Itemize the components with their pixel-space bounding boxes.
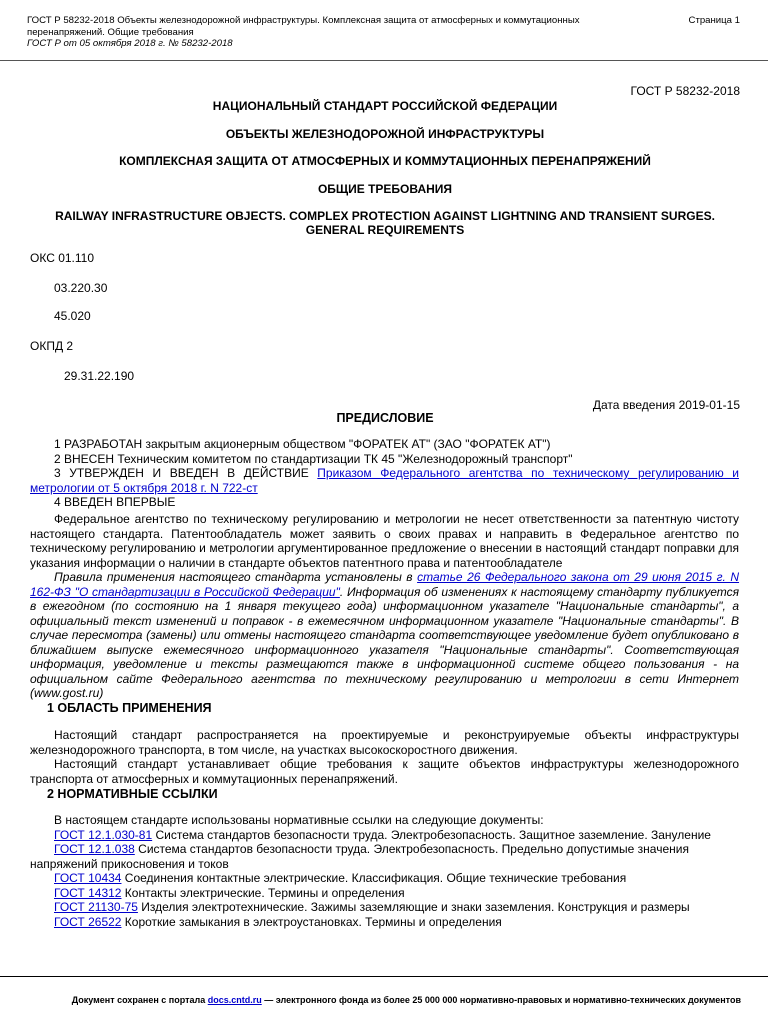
preface-title: ПРЕДИСЛОВИЕ xyxy=(336,411,434,425)
title-protection: КОМПЛЕКСНАЯ ЗАЩИТА ОТ АТМОСФЕРНЫХ И КОММУТАЦИОННЫХ ПЕРЕНАПРЯЖЕНИЙ xyxy=(119,154,651,168)
oks-code-2: 03.220.30 xyxy=(54,281,108,295)
header-line-2: перенапряжений. Общие требования xyxy=(27,26,194,38)
footer-suffix: — электронного фонда из более 25 000 000 нормативно-правовых и нормативно-технических документов xyxy=(261,995,741,1005)
reference-text: Изделия электротехнические. Зажимы заземляющие и знаки заземления. Конструкция и размеры xyxy=(137,900,690,914)
header-line-3: ГОСТ Р от 05 октября 2018 г. № 58232-2018 xyxy=(27,38,233,49)
reference-item xyxy=(30,842,739,871)
application-rules xyxy=(30,570,739,701)
reference-link[interactable]: ГОСТ 12.1.030-81 xyxy=(54,827,153,842)
reference-item xyxy=(30,915,739,930)
reference-item xyxy=(30,900,739,915)
order-link[interactable]: Приказом Федерального агентства по техническому регулированию и метрологии от 5 октября 2018 г. N 722-ст xyxy=(30,466,739,495)
application-rules-text-a: Правила применения настоящего стандарта установлены в xyxy=(54,570,418,584)
title-objects: ОБЪЕКТЫ ЖЕЛЕЗНОДОРОЖНОЙ ИНФРАСТРУКТУРЫ xyxy=(225,127,545,141)
patent-notice: Федеральное агентство по техническому регулированию и метрологии не несет ответственности за патентную чистоту настоящего стандарта. Патентообладатель может заявить о своих правах и направить в Федеральное агентство по техническому регулированию и метрологии аргументированное предложение о внесении в настоящий стандарт поправки для указания информации о наличии в стандарте объектов патентного права и патентообладателе xyxy=(30,512,739,570)
section-1-title: 1 ОБЛАСТЬ ПРИМЕНЕНИЯ xyxy=(47,701,212,715)
preface-item-4: 4 ВВЕДЕН ВПЕРВЫЕ xyxy=(54,495,176,509)
reference-link[interactable]: ГОСТ 21130-75 xyxy=(54,900,138,914)
reference-text: Система стандартов безопасности труда. Электробезопасность. Предельно допустимые значения напряжений прикосновения и токов xyxy=(30,842,689,871)
section-1-para-2: Настоящий стандарт устанавливает общие требования к защите объектов инфраструктуры железнодорожного транспорта от атмосферных и коммутационных перенапряжений. xyxy=(30,757,739,786)
normative-references xyxy=(30,813,739,929)
references-intro: В настоящем стандарте использованы нормативные ссылки на следующие документы: xyxy=(54,813,544,827)
section-2-title: 2 НОРМАТИВНЫЕ ССЫЛКИ xyxy=(47,787,218,801)
preface-item-3 xyxy=(30,466,739,495)
footer-prefix: Документ сохранен с портала xyxy=(71,995,208,1005)
reference-item xyxy=(30,886,739,901)
reference-link[interactable]: ГОСТ 14312 xyxy=(54,885,122,900)
federal-law-link[interactable]: статье 26 Федерального закона от 29 июня 2015 г. N 162-ФЗ "О стандартизации в Российской Федерации" xyxy=(30,570,740,599)
title-national-standard: НАЦИОНАЛЬНЫЙ СТАНДАРТ РОССИЙСКОЙ ФЕДЕРАЦИИ xyxy=(212,99,558,113)
reference-item xyxy=(30,871,739,886)
title-general-requirements: ОБЩИЕ ТРЕБОВАНИЯ xyxy=(317,182,453,196)
title-english: RAILWAY INFRASTRUCTURE OBJECTS. COMPLEX PROTECTION AGAINST LIGHTNING AND TRANSIENT SURGES. GENERAL REQUIREMENTS xyxy=(55,209,715,237)
header-divider xyxy=(0,60,768,61)
reference-link[interactable]: ГОСТ 10434 xyxy=(54,871,122,885)
footer-divider xyxy=(0,976,768,977)
preface-item-1: 1 РАЗРАБОТАН закрытым акционерным обществом "ФОРАТЕК АТ" (ЗАО "ФОРАТЕК АТ") xyxy=(54,437,551,451)
preface-item-3-text: 3 УТВЕРЖДЕН И ВВЕДЕН В ДЕЙСТВИЕ xyxy=(54,466,318,480)
introduction-date: Дата введения 2019-01-15 xyxy=(592,398,740,412)
page-footer xyxy=(0,995,741,1005)
header-line-1: ГОСТ Р 58232-2018 Объекты железнодорожной инфраструктуры. Комплексная защита от атмосферных и коммутационных xyxy=(27,15,580,26)
okpd-label: ОКПД 2 xyxy=(30,339,74,353)
portal-link[interactable]: docs.cntd.ru xyxy=(207,995,262,1005)
okpd-code: 29.31.22.190 xyxy=(64,369,135,383)
reference-text: Соединения контактные электрические. Классификация. Общие технические требования xyxy=(121,871,627,885)
reference-text: Контакты электрические. Термины и определения xyxy=(121,885,405,900)
application-rules-text-b: . Информация об изменениях к настоящему стандарту публикуется в ежегодном (по состоянию на 1 января текущего года) информационном указателе "Национальные стандарты", а официальный текст изменений и поправок - в ежемесячном информационном указателе "Национальные стандарты". В случае пересмотра (замены) или отмены настоящего стандарта соответствующее уведомление будет опубликовано в ближайшем выпуске ежемесячного информационного указателя "Национальные стандарты". Соответствующая информация, уведомление и тексты размещаются также в информационной системе общего пользования - на официальном сайте Федерального агентства по техническому регулированию и метрологии в сети Интернет (www.gost.ru) xyxy=(30,584,739,700)
reference-link[interactable]: ГОСТ 12.1.038 xyxy=(54,842,135,856)
page-header xyxy=(27,15,627,50)
reference-item xyxy=(30,828,739,843)
page-number: Страница 1 xyxy=(688,15,740,26)
oks-code-3: 45.020 xyxy=(54,309,91,323)
section-1-para-1: Настоящий стандарт распространяется на проектируемые и реконструируемые объекты инфраструктуры железнодорожного транспорта, в том числе, на участках высокоскоростного движения. xyxy=(30,728,739,757)
reference-link[interactable]: ГОСТ 26522 xyxy=(54,914,122,929)
preface-item-2: 2 ВНЕСЕН Техническим комитетом по стандартизации ТК 45 "Железнодорожный транспорт" xyxy=(54,452,573,466)
document-number: ГОСТ Р 58232-2018 xyxy=(630,84,740,98)
reference-text: Короткие замыкания в электроустановках. Термины и определения xyxy=(121,914,502,929)
oks-code: ОКС 01.110 xyxy=(30,251,95,265)
reference-text: Система стандартов безопасности труда. Электробезопасность. Защитное заземление. Зануление xyxy=(152,827,711,842)
